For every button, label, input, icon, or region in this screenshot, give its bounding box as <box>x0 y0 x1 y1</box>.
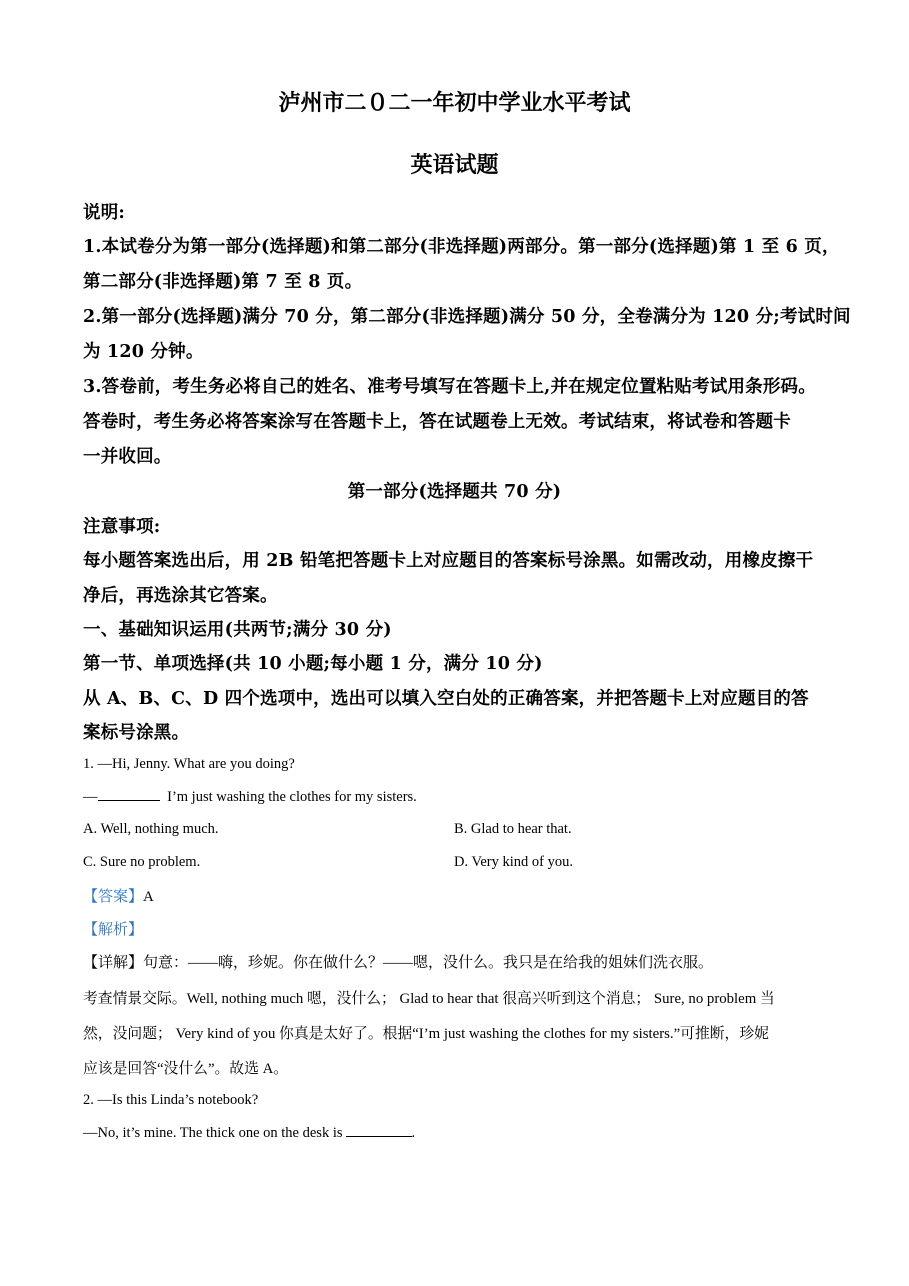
notes-label: 注意事项: <box>83 517 161 537</box>
response-text: I’m just washing the clothes for my sisters. <box>163 789 417 805</box>
option-c: C. Sure no problem. <box>83 854 201 870</box>
detail-line <box>83 951 713 972</box>
detail-text: 句意：——嗨，珍妮。你在做什么？——嗯，没什么。我只是在给我的姐妹们洗衣服。 <box>143 955 714 971</box>
question-2-response <box>83 1124 415 1142</box>
question-2-stem: 2. —Is this Linda’s notebook? <box>83 1092 259 1108</box>
part1-heading: 第一部分(选择题共 70 分) <box>347 482 562 502</box>
detail-line: 考查情景交际。Well, nothing much 嗯，没什么； Glad to hear that 很高兴听到这个消息； Sure, no problem 当 <box>83 991 775 1007</box>
response-text: —No, it’s mine. The thick one on the desk is <box>83 1125 343 1141</box>
exam-title: 泸州市二０二一年初中学业水平考试 <box>278 90 631 116</box>
dash: — <box>83 789 98 805</box>
instructions-label: 说明: <box>83 203 126 223</box>
answer-tag: 【答案】 <box>83 889 144 905</box>
answer-blank <box>346 1124 412 1137</box>
directions-line: 案标号涂黑。 <box>83 723 190 743</box>
option-a: A. Well, nothing much. <box>83 821 219 837</box>
question-1-stem: 1. —Hi, Jenny. What are you doing? <box>83 756 295 772</box>
detail-line: 应该是回答“没什么”。故选 A。 <box>83 1061 289 1077</box>
instruction-line: 1.本试卷分为第一部分(选择题)和第二部分(非选择题)两部分。第一部分(选择题)第 1 至 6 页， <box>83 237 840 257</box>
instruction-line: 2.第一部分(选择题)满分 70 分，第二部分(非选择题)满分 50 分，全卷满分为 120 分;考试时间 <box>83 307 851 327</box>
notes-line: 每小题答案选出后，用 2B 铅笔把答题卡上对应题目的答案标号涂黑。如需改动，用橡皮擦干 <box>83 551 814 571</box>
detail-line: 然，没问题； Very kind of you 你真是太好了。根据“I’m just washing the clothes for my sisters.”可推断，珍妮 <box>83 1026 769 1042</box>
directions-line: 从 A、B、C、D 四个选项中，选出可以填入空白处的正确答案，并把答题卡上对应题目的答 <box>83 689 809 709</box>
subsection-heading: 第一节、单项选择(共 10 小题;每小题 1 分，满分 10 分) <box>83 654 543 674</box>
notes-line: 净后，再选涂其它答案。 <box>83 586 278 606</box>
answer-blank <box>98 788 160 801</box>
instruction-line: 3.答卷前，考生务必将自己的姓名、准考号填写在答题卡上,并在规定位置粘贴考试用条形码。 <box>83 377 816 397</box>
analysis-tag: 【解析】 <box>83 922 144 938</box>
exam-subtitle: 英语试题 <box>410 152 499 178</box>
instruction-line: 第二部分(非选择题)第 7 至 8 页。 <box>83 272 363 292</box>
answer-value: A <box>143 889 154 905</box>
question-1-response <box>83 788 417 806</box>
period: . <box>411 1125 416 1141</box>
option-d: D. Very kind of you. <box>454 854 573 870</box>
detail-tag: 【详解】 <box>83 955 144 971</box>
instruction-line: 为 120 分钟。 <box>83 342 204 362</box>
section-heading: 一、基础知识运用(共两节;满分 30 分) <box>83 620 392 640</box>
option-b: B. Glad to hear that. <box>454 821 572 837</box>
instruction-line: 一并收回。 <box>83 447 172 467</box>
answer-line <box>83 885 154 906</box>
instruction-line: 答卷时，考生务必将答案涂写在答题卡上，答在试题卷上无效。考试结束，将试卷和答题卡 <box>83 412 791 432</box>
